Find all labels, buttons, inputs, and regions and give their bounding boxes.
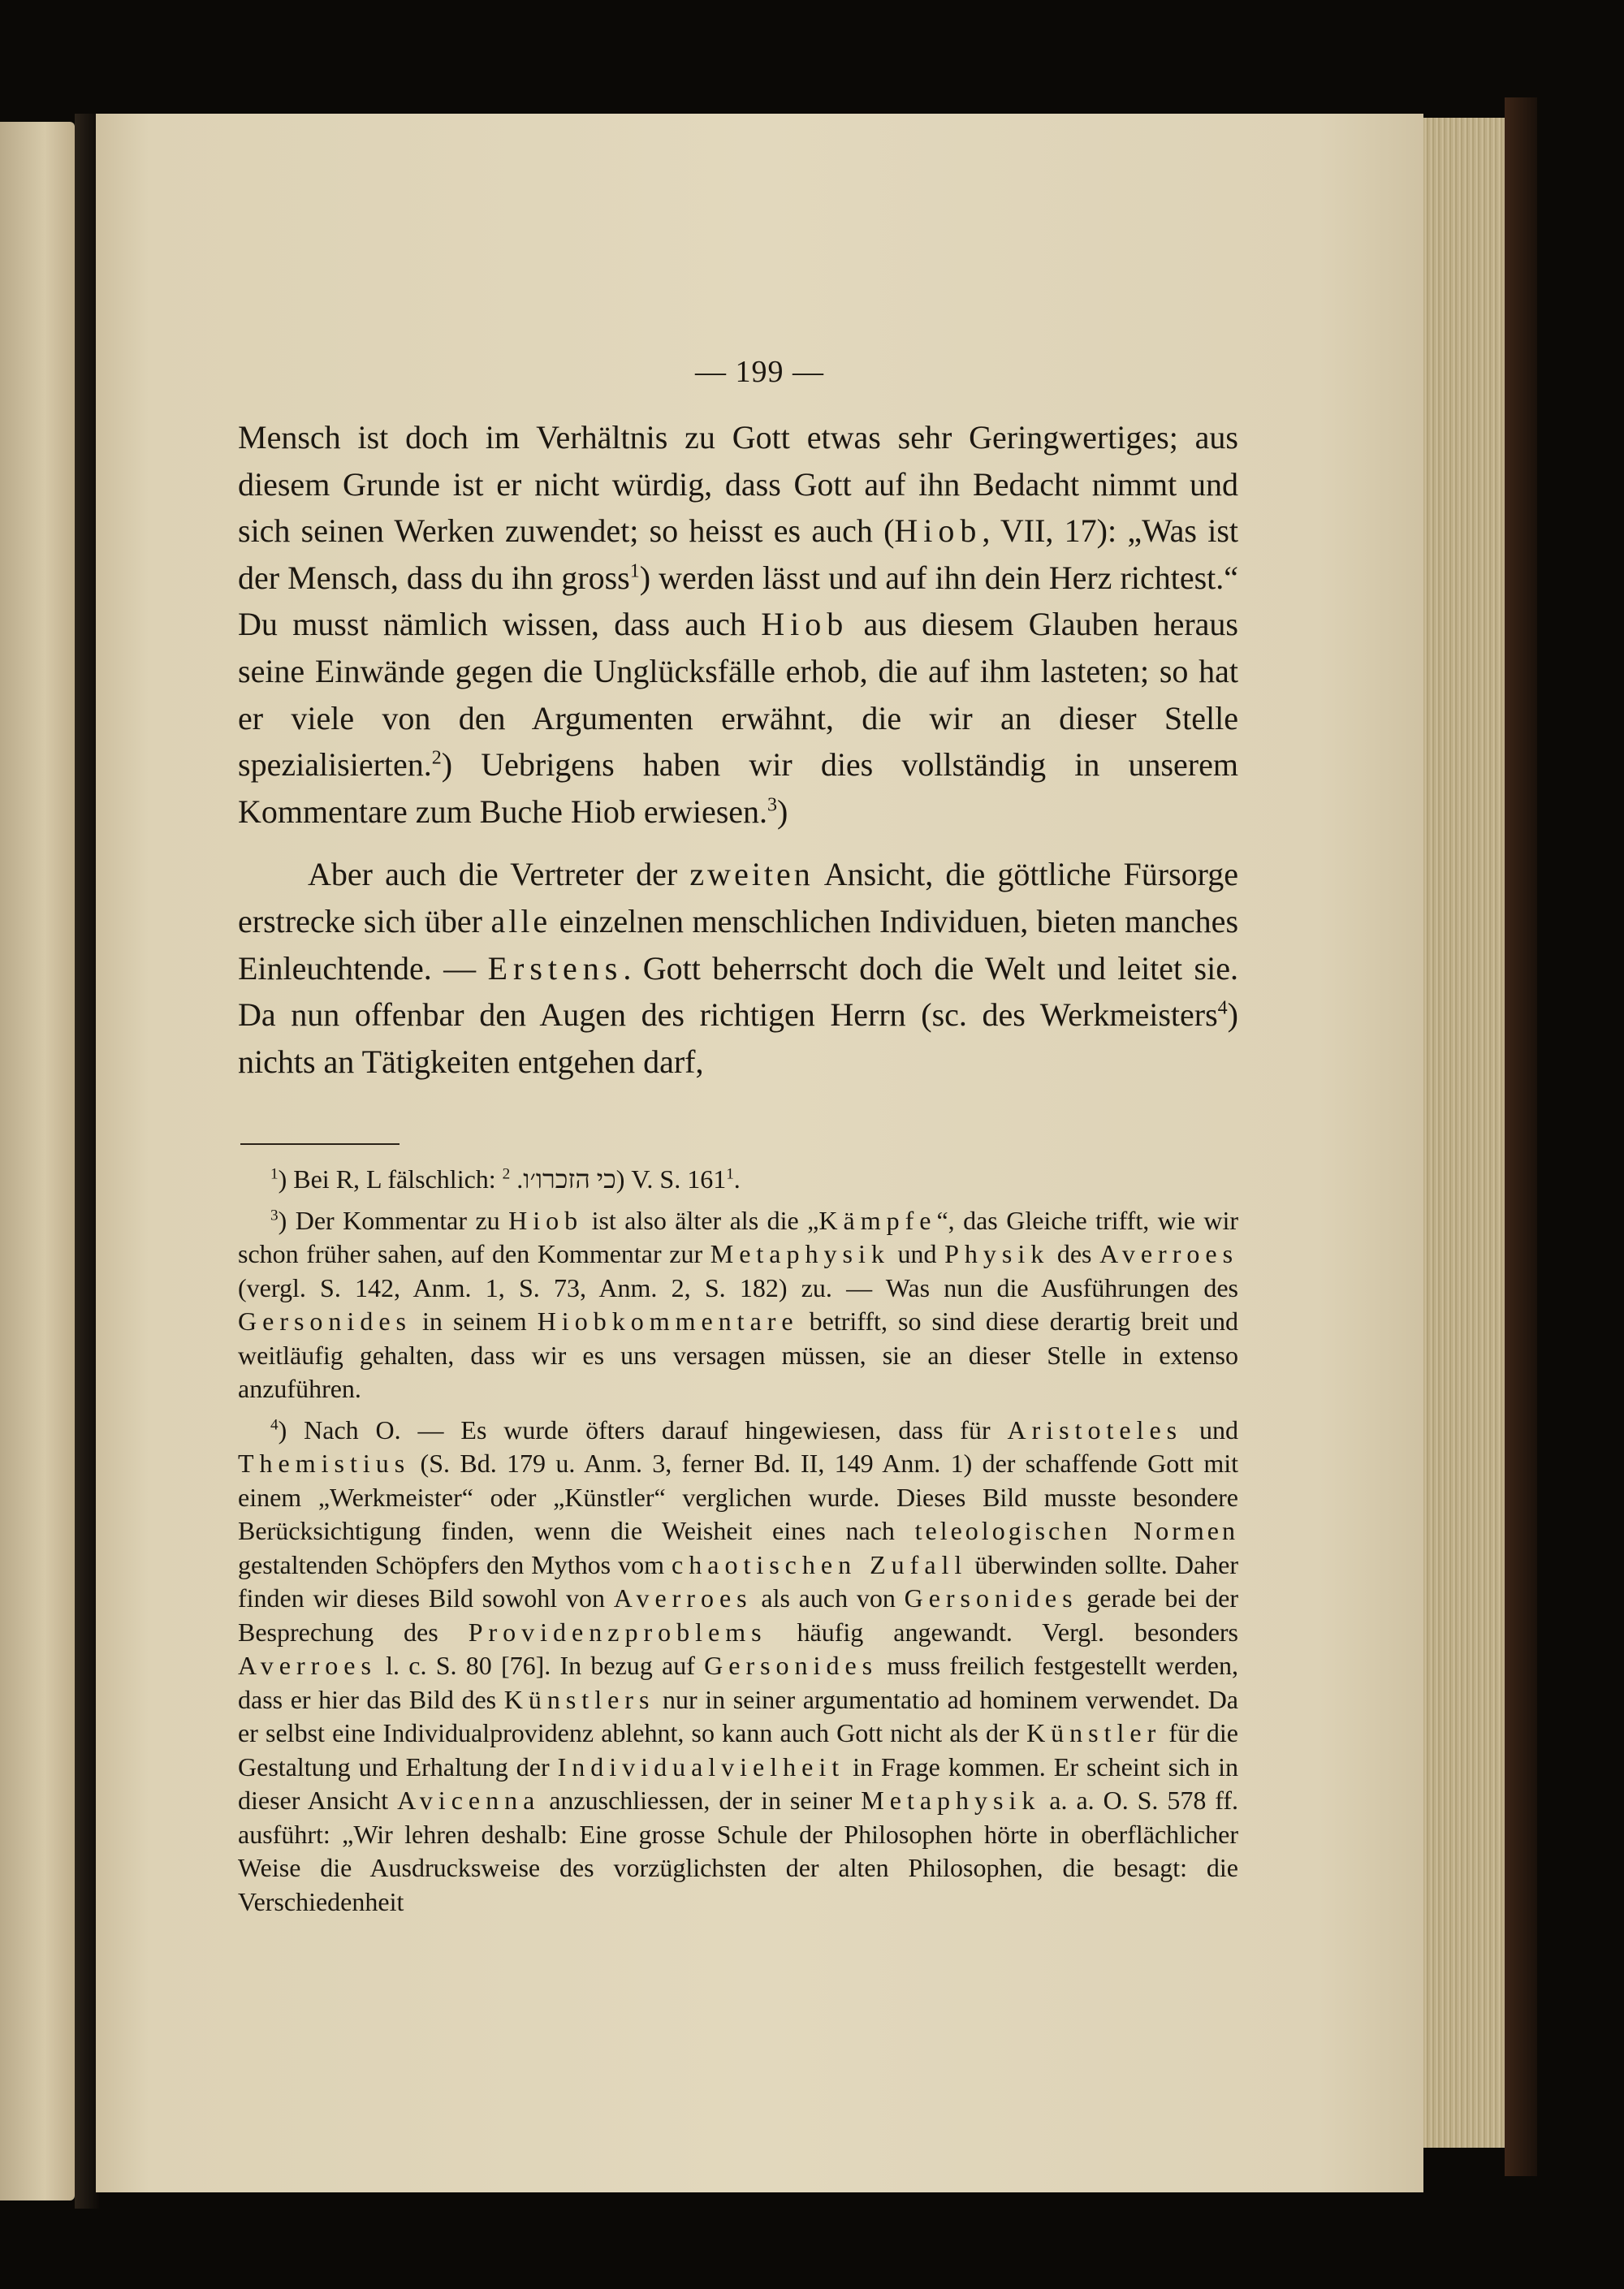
main-text: [238, 414, 1238, 1085]
footnote: [238, 1414, 1238, 1920]
footnote-marker: 1: [726, 1165, 734, 1183]
spaced-name: Hiob: [761, 606, 849, 643]
spaced-name: Künstlers: [503, 1684, 655, 1714]
text-run: ) V. S. 161: [615, 1164, 727, 1194]
text-run: anzuschliessen, der in seiner: [540, 1786, 862, 1815]
text-run: gerade bei der Besprechung des: [238, 1583, 1239, 1647]
spaced-name: alle: [490, 902, 551, 939]
footnote-marker: 3: [270, 1206, 279, 1224]
footnote: [238, 1163, 1238, 1197]
footnote-marker: 2: [502, 1165, 511, 1183]
text-run: (S. Bd. 179 u. Anm. 3, ferner Bd. II, 149 Anm. 1) der schaffende Gott mit einem „Werkmeister“ oder „Künstler“ verglichen wurde. Dieses Bild musste besondere Berücksichtigung finden, wenn die Weisheit eines nach: [238, 1449, 1238, 1545]
text-run: ) Nach O. — Es wurde öfters darauf hingewiesen, dass für: [278, 1414, 1008, 1445]
text-run: “, das Gleiche trifft, wie wir schon früher sahen, auf den Kommentar zur: [238, 1205, 1239, 1268]
book-cover-edge: [1505, 97, 1537, 2176]
text-run: כי הזכרו׳ו: [523, 1164, 616, 1194]
book-page: [96, 114, 1423, 2192]
spaced-name: Averroes: [238, 1651, 377, 1680]
spaced-name: Aristoteles: [1007, 1414, 1183, 1445]
text-run: muss freilich festgestellt werden, dass er hier das Bild des: [238, 1651, 1239, 1714]
spaced-name: Themistius: [238, 1449, 411, 1478]
text-run: ): [777, 793, 788, 830]
text-run: für die Gestaltung und Erhaltung der: [238, 1718, 1239, 1782]
spaced-name: Gersonides: [238, 1306, 412, 1336]
spaced-name: Metaphysik: [861, 1786, 1041, 1815]
spaced-name: Gersonides: [904, 1583, 1078, 1613]
text-run: ist also älter als die „: [583, 1205, 819, 1235]
text-run: und: [1182, 1414, 1239, 1445]
text-run: . Gott beherrscht doch die Welt und leitet sie. Da nun offenbar den Augen des richtigen Herrn (sc. des Werkmeisters: [238, 949, 1238, 1034]
spaced-name: Hiobkommentare: [537, 1306, 799, 1336]
footnote-marker: 4: [1217, 997, 1228, 1019]
spaced-name: Individualvielheit: [557, 1751, 845, 1782]
text-run: l. c. S. 80 [76]. In bezug auf: [376, 1651, 705, 1680]
footnote-rule: [240, 1143, 400, 1145]
text-run: ) Uebrigens haben wir dies vollständig in unserem Kommentare zum Buche Hiob erwiesen.: [238, 746, 1238, 830]
text-run: a. a. O. S. 578 ff. ausführt: „Wir lehren deshalb: Eine grosse Schule der Philosophen hörte in oberflächlicher Weise die Ausdrucksweise des vorzüglichsten der alten Philosophen, die besagt: die Verschiedenheit: [238, 1786, 1239, 1916]
spaced-name: teleologischen Normen: [914, 1516, 1239, 1545]
footnote: [238, 1204, 1238, 1406]
text-run: gestaltenden Schöpfers den Mythos vom: [238, 1549, 672, 1579]
spaced-name: Averroes: [613, 1583, 753, 1613]
text-run: überwinden sollte. Daher finden wir dieses Bild sowohl von: [238, 1549, 1239, 1613]
text-run: ) werden lässt und auf ihn dein Herz richtest.“ Du musst nämlich wissen, dass auch: [238, 559, 1238, 643]
text-run: nur in seiner argumentatio ad hominem verwendet. Da er selbst eine Individualprovidenz ablehnt, so kann auch Gott nicht als der: [238, 1684, 1239, 1747]
spaced-name: Avicenna: [397, 1786, 541, 1815]
text-run: (vergl. S. 142, Anm. 1, S. 73, Anm. 2, S. 182) zu. — Was nun die Ausführungen des: [238, 1272, 1238, 1302]
text-run: des: [1049, 1239, 1100, 1268]
text-run: .: [510, 1164, 524, 1194]
page-stack-edges: [1423, 118, 1505, 2148]
text-run: und: [889, 1239, 945, 1268]
spaced-name: Hiob: [508, 1205, 584, 1235]
text-run: häufig angewandt. Vergl. besonders: [767, 1617, 1238, 1647]
text-run: Mensch ist doch im Verhältnis zu Gott etwas sehr Geringwertiges; aus diesem Grunde ist er nicht würdig, dass Gott auf ihn Bedacht nimmt und sich seinen Werken zuwendet; so heisst es auch (: [238, 419, 1238, 550]
footnote-marker: 2: [431, 747, 442, 769]
paragraph: [238, 414, 1238, 835]
text-run: ) nichts an Tätigkeiten entgehen darf,: [238, 996, 1238, 1080]
spaced-name: chaotischen Zufall: [672, 1549, 968, 1579]
text-run: betrifft, so sind diese derartig breit und weitläufig gehalten, dass wir es uns versagen müssen, sie an dieser Stelle in extenso anzuführen.: [238, 1306, 1239, 1403]
footnote-marker: 4: [270, 1415, 279, 1433]
text-run: Ansicht, die göttliche Fürsorge erstrecke sich über: [238, 856, 1238, 939]
footnotes: [238, 1163, 1238, 1926]
spaced-name: Gersonides: [704, 1651, 879, 1680]
text-run: aus diesem Glauben heraus seine Einwände gegen die Unglücksfälle erhob, die auf ihm lasteten; so hat er viele von den Argumenten erwähnt, die wir an dieser Stelle spezialisierten.: [238, 606, 1238, 784]
footnote-marker: 1: [629, 560, 640, 582]
text-run: , VII, 17): „Was ist der Mensch, dass du ihn gross: [238, 512, 1238, 596]
text-run: ) Bei R, L fälschlich:: [278, 1164, 503, 1194]
text-run: ) Der Kommentar zu: [278, 1205, 509, 1235]
spaced-name: Kämpfe: [818, 1205, 937, 1235]
spaced-name: zweiten: [689, 856, 814, 893]
previous-page-edge: [0, 122, 75, 2200]
text-run: einzelnen menschlichen Individuen, bieten manches Einleuchtende. —: [238, 902, 1239, 987]
spaced-name: Physik: [944, 1239, 1050, 1268]
text-run: in Frage kommen. Er scheint sich in dieser Ansicht: [238, 1751, 1239, 1815]
text-run: in seinem: [411, 1306, 538, 1336]
spaced-name: Averroes: [1099, 1239, 1239, 1268]
spaced-name: Künstler: [1026, 1718, 1162, 1747]
spaced-name: Hiob: [894, 512, 983, 550]
footnote-marker: 3: [767, 794, 778, 816]
spaced-name: Providenzproblems: [468, 1617, 767, 1647]
spaced-name: Erstens: [487, 949, 624, 987]
footnote-marker: 1: [270, 1165, 279, 1183]
text-run: als auch von: [752, 1583, 905, 1613]
paragraph: [238, 851, 1238, 1085]
spaced-name: Metaphysik: [710, 1239, 890, 1268]
page-number: — 199 —: [695, 355, 824, 389]
text-run: Aber auch die Vertreter der: [308, 856, 690, 893]
text-run: .: [733, 1164, 741, 1194]
